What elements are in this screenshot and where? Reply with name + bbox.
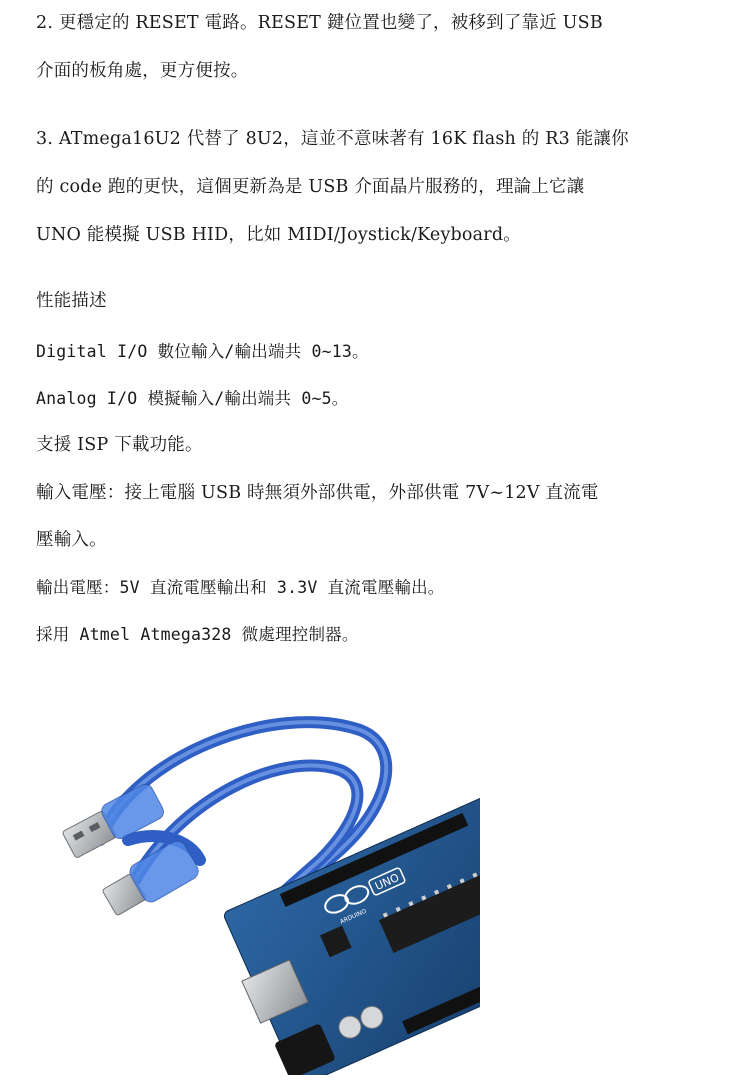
feature-item-mcu: 採用 Atmel Atmega328 微處理控制器。 [36, 625, 359, 644]
paragraph-2-line-2: 介面的板角處，更方便按。 [36, 61, 249, 81]
arduino-uno-photo [40, 690, 480, 1075]
board-label: UNO [373, 870, 402, 893]
feature-item-digital-io: Digital I/O 數位輸入/輸出端共 0~13。 [36, 342, 369, 361]
paragraph-3-line-2: 的 code 跑的更快，這個更新為是 USB 介面晶片服務的，理論上它讓 [36, 177, 585, 197]
board-brand: ARDUINO [338, 907, 368, 926]
feature-item-output-voltage: 輸出電壓：5V 直流電壓輸出和 3.3V 直流電壓輸出。 [36, 578, 445, 597]
features-heading: 性能描述 [36, 291, 107, 311]
feature-item-input-voltage-cont: 壓輸入。 [36, 530, 107, 550]
paragraph-2-line-1: 2. 更穩定的 RESET 電路。RESET 鍵位置也變了，被移到了靠近 USB [36, 13, 603, 33]
feature-item-isp: 支援 ISP 下載功能。 [36, 435, 203, 455]
paragraph-3-line-3: UNO 能模擬 USB HID，比如 MIDI/Joystick/Keyboard。 [36, 225, 521, 245]
feature-item-analog-io: Analog I/O 模擬輸入/輸出端共 0~5。 [36, 389, 349, 408]
feature-item-input-voltage: 輸入電壓：接上電腦 USB 時無須外部供電，外部供電 7V~12V 直流電 [36, 483, 599, 503]
paragraph-3-line-1: 3. ATmega16U2 代替了 8U2，這並不意味著有 16K flash 的 R3 能讓你 [36, 129, 629, 149]
